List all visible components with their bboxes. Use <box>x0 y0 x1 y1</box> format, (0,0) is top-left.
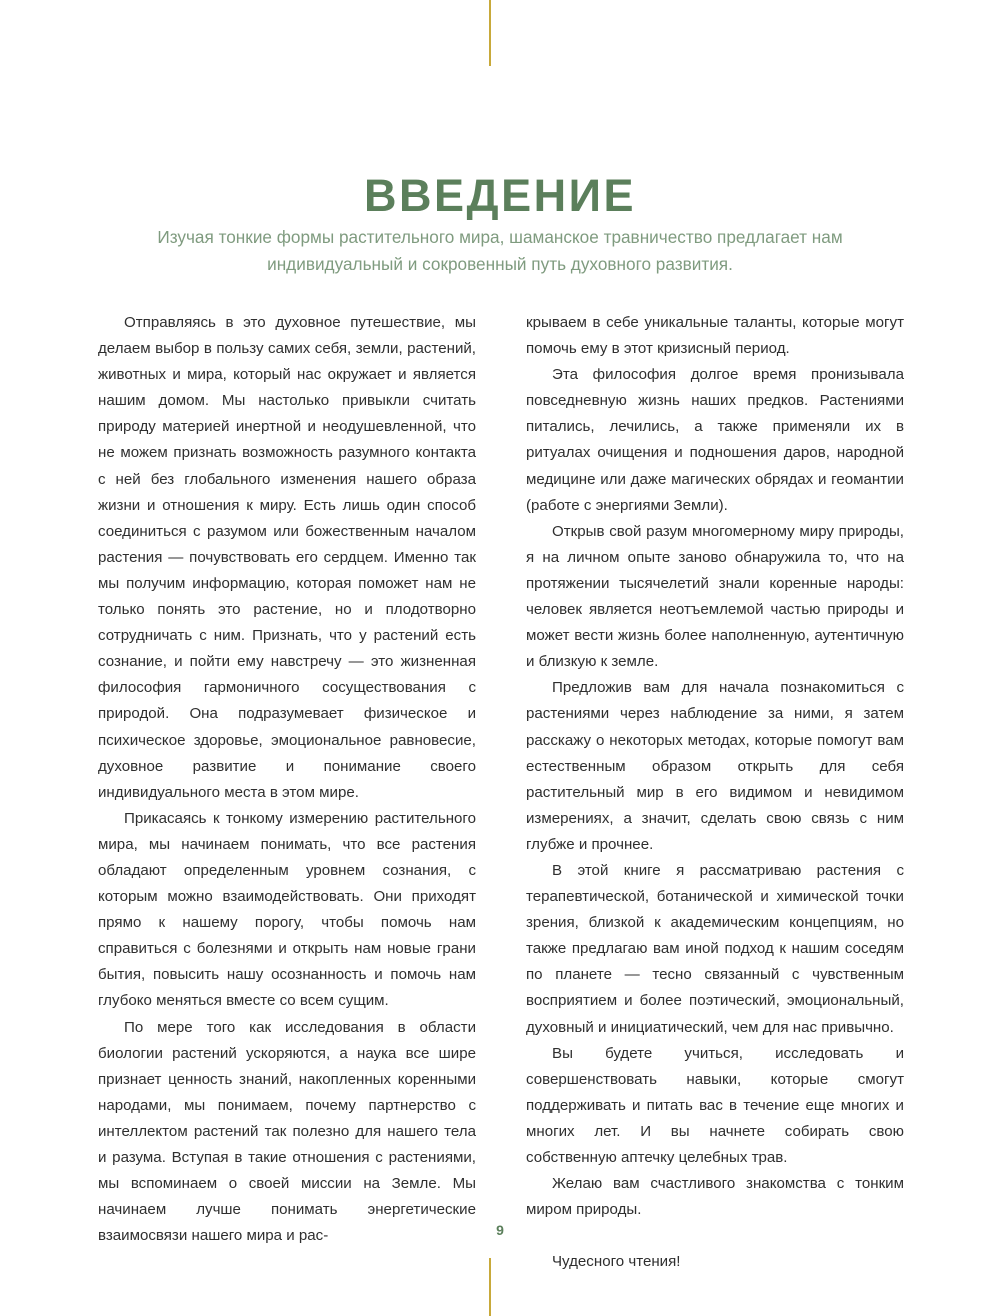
paragraph: По мере того как исследования в области биологии растений ускоряются, а наука все шире признает ценность знаний, накопленных коренными народами, мы понимаем, почему партнерство с интеллектом растений так полезно для нашего тела и разума. Вступая в такие отношения с растениями, мы вспоминаем о своей миссии на Земле. Мы начинаем лучше понимать энергетические взаимосвязи нашего мира и рас- <box>98 1018 476 1245</box>
paragraph: В этой книге я рассматриваю растения с терапевтической, ботанической и химической точки зрения, близкой к академическим концепциям, но также предлагаю вам иной подход к нашим соседям по планете — тесно связанный с чувственным восприятием и более поэтический, эмоциональный, духовный и инициатический, чем для нас привычно. <box>526 861 904 1036</box>
page-title: ВВЕДЕНИЕ <box>364 170 636 222</box>
left-column <box>98 310 476 1275</box>
paragraph: Желаю вам счастливого знакомства с тонким миром природы. <box>526 1175 904 1219</box>
paragraph: Чудесного чтения! <box>552 1253 681 1271</box>
body-columns <box>98 310 904 1275</box>
paragraph: Предложив вам для начала познакомиться с растениями через наблюдение за ними, я затем расскажу о некоторых методах, которые помогут вам естественным образом открыть для себя растительный мир в его видимом и невидимом измерениях, а значит, сделать свою связь с ним глубже и прочнее. <box>526 679 904 853</box>
page-number: 9 <box>496 1222 504 1238</box>
paragraph: Эта философия долгое время пронизывала повседневную жизнь наших предков. Растениями питались, лечились, а также применяли их в ритуалах очищения и подношения даров, народной медицине или даже магических обрядах и геомантии (работе с энергиями Земли). <box>526 366 904 514</box>
paragraph: крываем в себе уникальные таланты, которые могут помочь ему в этот кризисный период. <box>526 314 904 358</box>
paragraph: Вы будете учиться, исследовать и совершенствовать навыки, которые смогут поддерживать и питать вас в течение еще многих и многих лет. И вы начнете собирать свою собственную аптечку целебных трав. <box>526 1044 904 1166</box>
paragraph: Отправляясь в это духовное путешествие, мы делаем выбор в пользу самих себя, земли, растений, животных и мира, который нас окружает и является нашим домом. Мы настолько привыкли считать природу материей инертной и неодушевленной, что не можем признать возможность разумного контакта с ней без глобального изменения нашего образа жизни и отношения к миру. Есть лишь один способ соединиться с разумом или божественным началом растения — почувствовать его сердцем. Именно так мы получим информацию, которая поможет нам не только понять это растение, но и плодотворно сотрудничать с ним. Признать, что у растений есть сознание, и пойти ему навстречу — это жизненная философия гармоничного сосуществования с природой. Она подразумевает физическое и психическое здоровье, эмоциональное равновесие, духовное развитие и понимание своего индивидуального места в этом мире. <box>98 314 476 801</box>
paragraph: Прикасаясь к тонкому измерению растительного мира, мы начинаем понимать, что все растения обладают определенным уровнем сознания, с которым можно взаимодействовать. Они приходят прямо к нашему порогу, чтобы помочь нам справиться с болезнями и открыть нам новые грани бытия, повысить нашу осознанность и помочь нам глубоко меняться вместе со всем сущим. <box>98 809 476 1010</box>
page-subtitle: Изучая тонкие формы растительного мира, шаманское травничество предлагает нам индивидуальный и сокровенный путь духовного развития. <box>157 227 843 275</box>
right-column <box>526 310 904 1275</box>
paragraph: Открыв свой разум многомерному миру природы, я на личном опыте заново обнаружила то, что на протяжении тысячелетий знали коренные народы: человек является неотъемлемой частью природы и может вести жизнь более наполненную, аутентичную и близкую к земле. <box>526 522 904 671</box>
top-accent-rule <box>489 0 491 66</box>
